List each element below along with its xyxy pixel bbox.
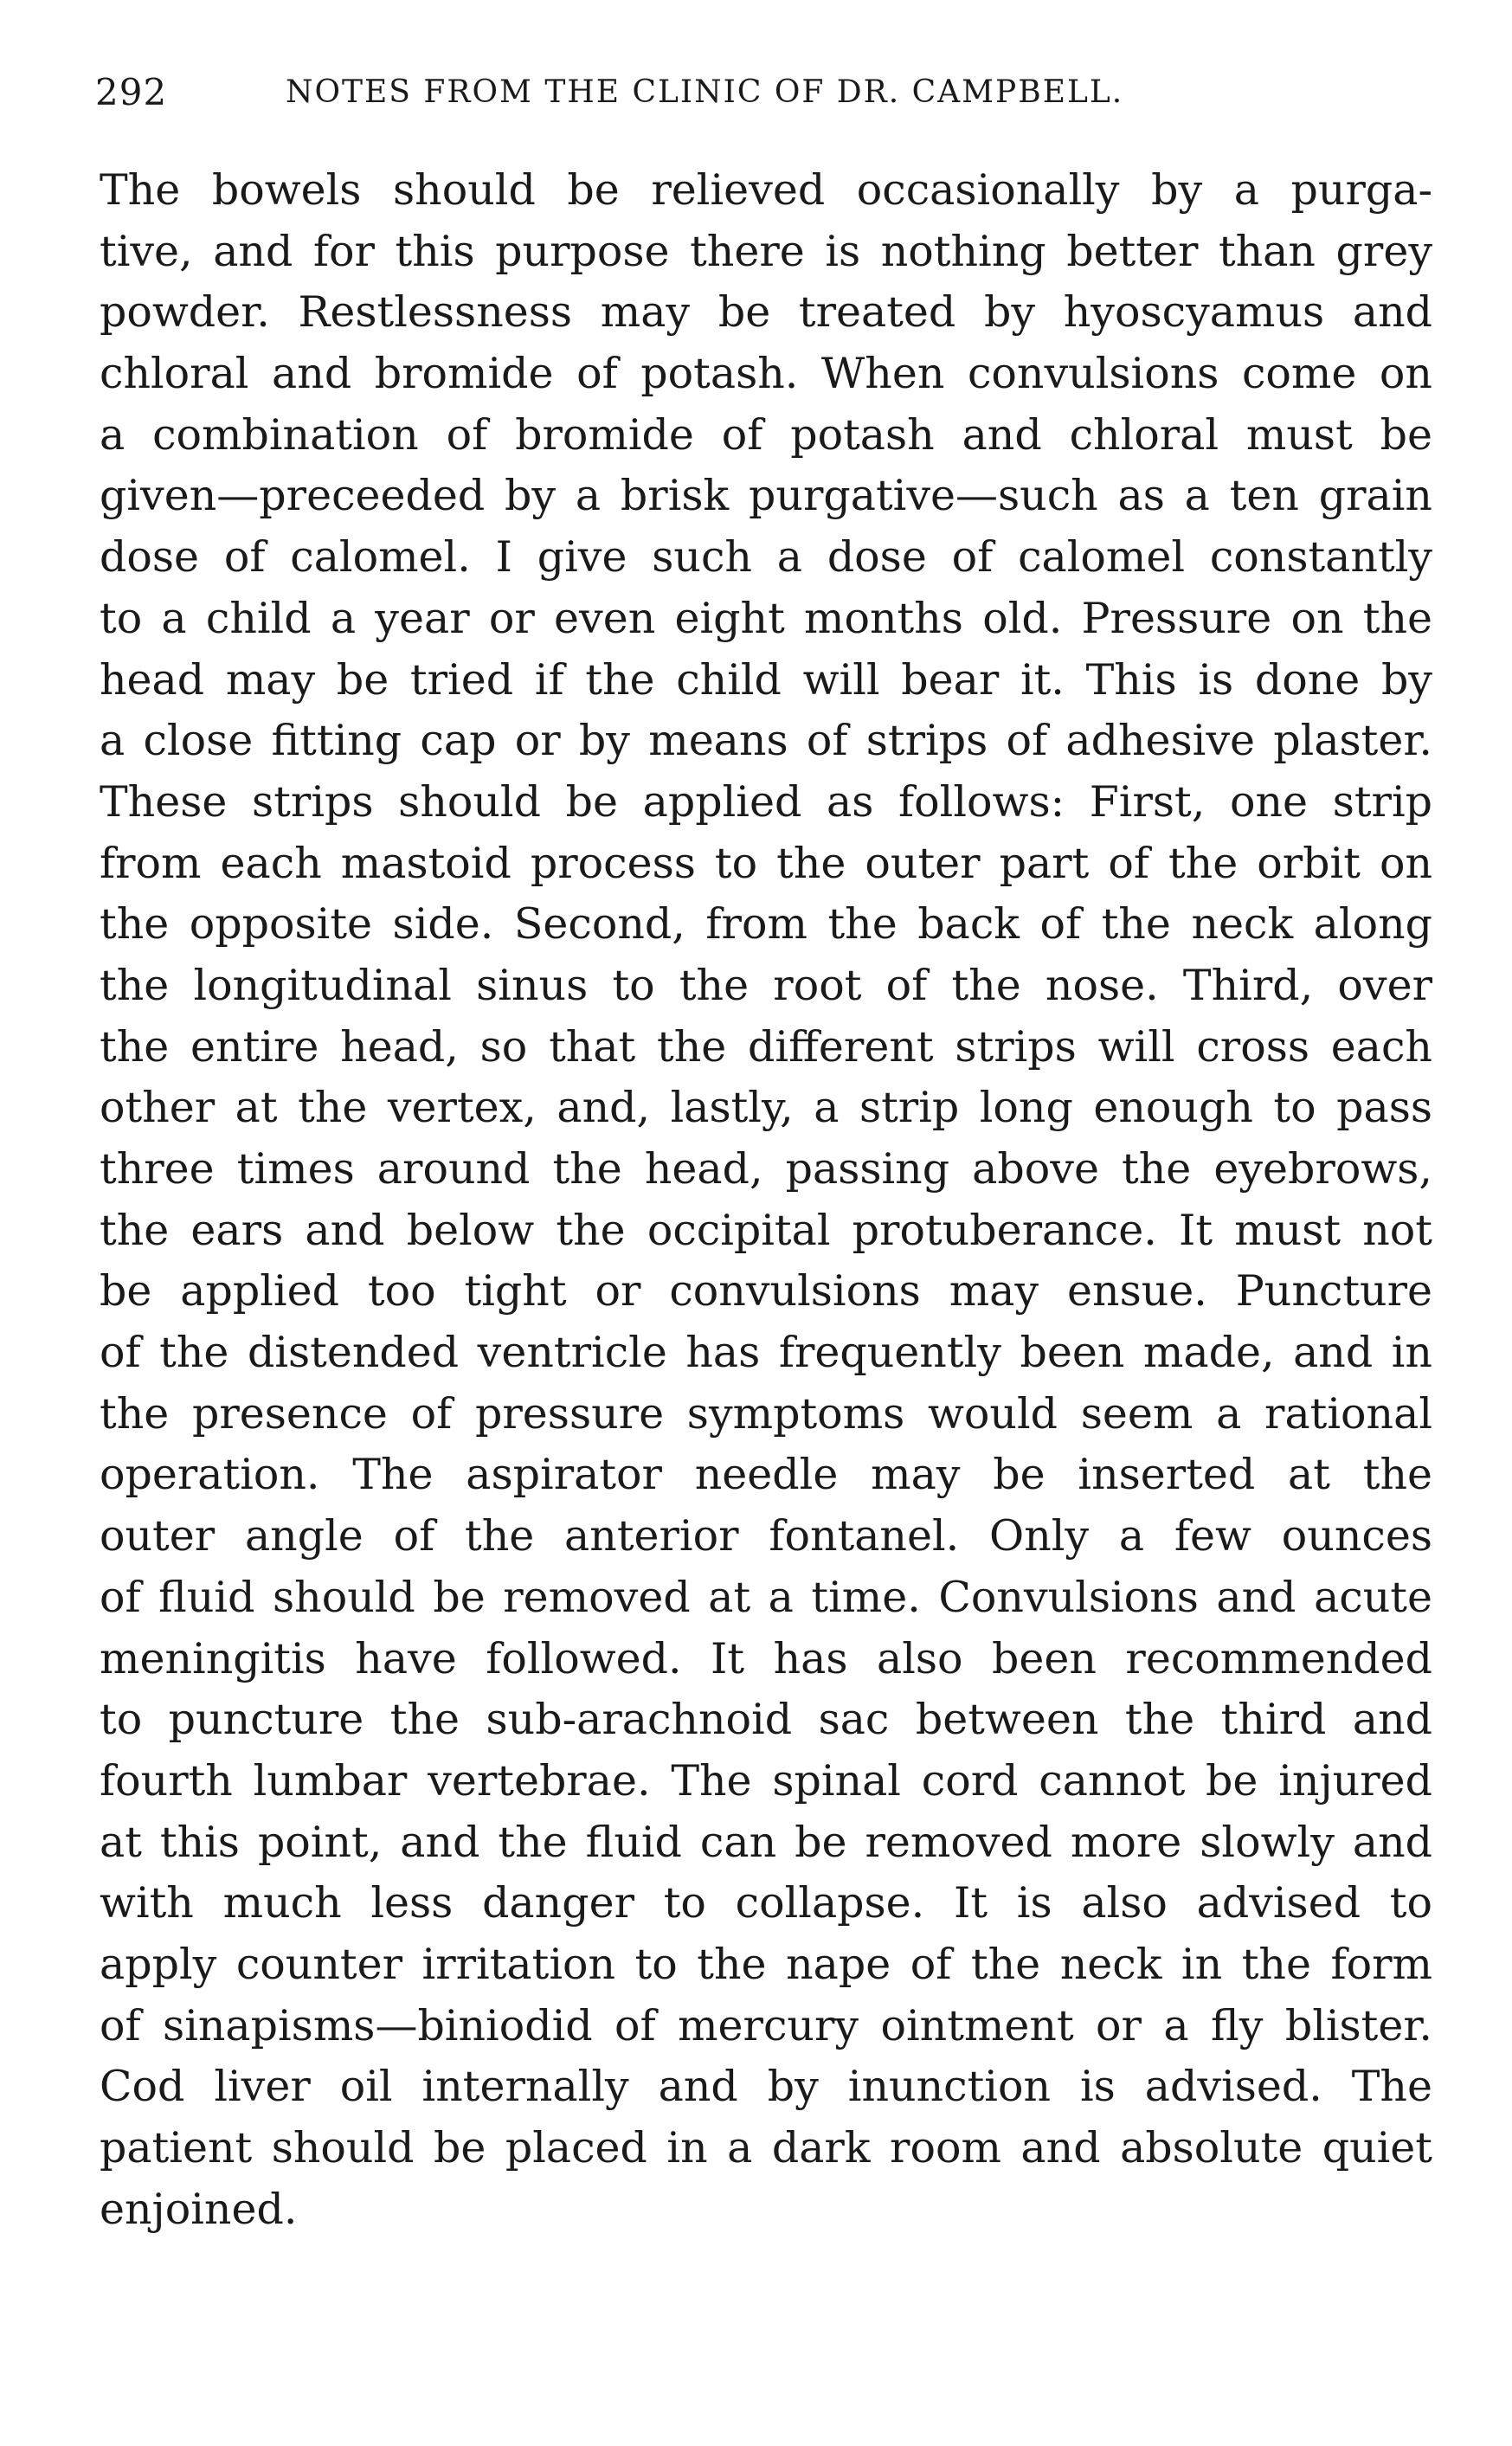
text-line: from each mastoid process to the outer part of the orbit on	[100, 838, 1432, 888]
text-line: at this point, and the fluid can be removed more slowly and	[100, 1817, 1432, 1867]
text-line: powder. Restlessness may be treated by hyoscyamus and	[100, 287, 1432, 338]
body-paragraph	[100, 160, 1432, 2240]
text-line: three times around the head, passing above the eyebrows,	[100, 1144, 1432, 1194]
running-title: NOTES FROM THE CLINIC OF DR. CAMPBELL.	[286, 74, 1124, 110]
text-line: outer angle of the anterior fontanel. Only a few ounces	[100, 1511, 1432, 1561]
text-line: of sinapisms—biniodid of mercury ointment or a fly blister.	[100, 2000, 1432, 2050]
text-line: enjoined.	[100, 2184, 298, 2234]
text-line: head may be tried if the child will bear it. This is done by	[100, 654, 1432, 705]
text-line: a combination of bromide of potash and chloral must be	[100, 409, 1432, 460]
text-line: the opposite side. Second, from the back of the neck along	[100, 899, 1432, 949]
text-line: of fluid should be removed at a time. Convulsions and acute	[100, 1572, 1432, 1622]
text-line: the presence of pressure symptoms would seem a rational	[100, 1388, 1432, 1439]
text-line: dose of calomel. I give such a dose of calomel constantly	[100, 532, 1432, 583]
text-line: the ears and below the occipital protuberance. It must not	[100, 1205, 1432, 1255]
text-line: tive, and for this purpose there is nothing better than grey	[100, 226, 1432, 276]
running-head	[95, 71, 1428, 123]
text-line: operation. The aspirator needle may be inserted at the	[100, 1450, 1432, 1500]
text-line: These strips should be applied as follows: First, one strip	[100, 776, 1432, 827]
text-line: apply counter irritation to the nape of the neck in the form	[100, 1939, 1432, 1989]
text-line: given—preceeded by a brisk purgative—such as a ten grain	[100, 471, 1432, 521]
text-line: the entire head, so that the different strips will cross each	[100, 1021, 1432, 1072]
text-line: with much less danger to collapse. It is also advised to	[100, 1878, 1432, 1928]
text-line: to puncture the sub-arachnoid sac between the third and	[100, 1695, 1432, 1745]
text-line: chloral and bromide of potash. When convulsions come on	[100, 349, 1432, 399]
text-line: of the distended ventricle has frequently been made, and in	[100, 1328, 1432, 1378]
text-line: other at the vertex, and, lastly, a strip long enough to pass	[100, 1083, 1432, 1133]
text-line: Cod liver oil internally and by inunction is advised. The	[100, 2062, 1432, 2112]
text-line: patient should be placed in a dark room and absolute quiet	[100, 2123, 1432, 2172]
text-line: a close fitting cap or by means of strips of adhesive plaster.	[100, 716, 1432, 766]
text-line: meningitis have followed. It has also been recommended	[100, 1633, 1432, 1683]
text-line: fourth lumbar vertebrae. The spinal cord cannot be injured	[100, 1755, 1432, 1806]
text-line: be applied too tight or convulsions may ensue. Puncture	[100, 1266, 1432, 1316]
text-line: to a child a year or even eight months old. Pressure on the	[100, 593, 1432, 643]
text-line: The bowels should be relieved occasionally by a purga-	[100, 165, 1432, 215]
text-line: the longitudinal sinus to the root of the nose. Third, over	[100, 960, 1432, 1010]
page-number: 292	[95, 71, 168, 113]
